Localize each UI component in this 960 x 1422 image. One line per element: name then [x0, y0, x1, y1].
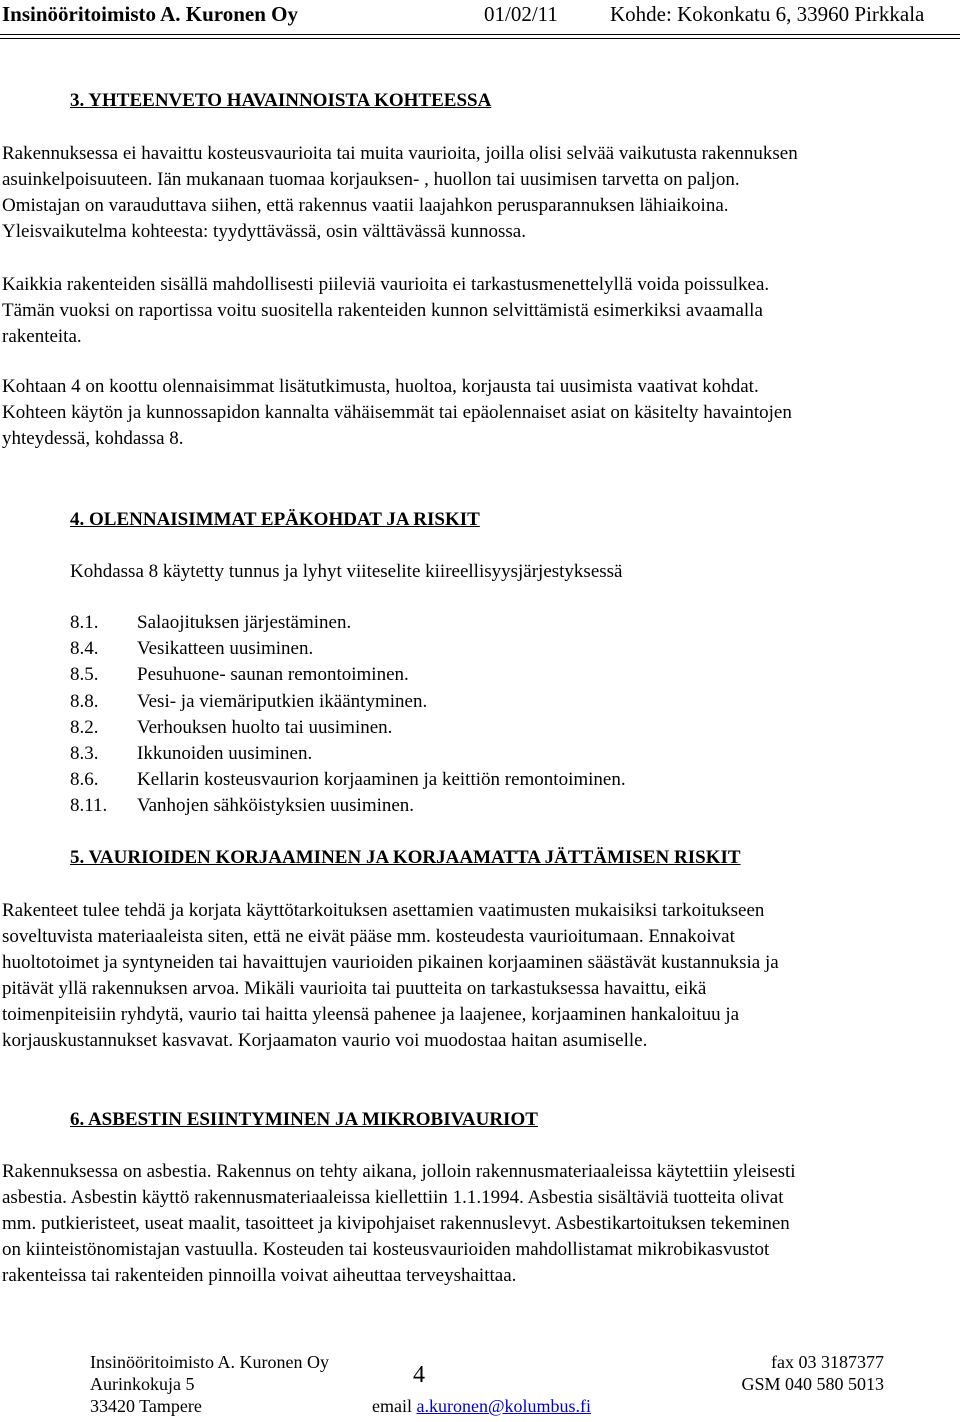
page-header — [0, 0, 960, 28]
header-divider-top — [0, 34, 960, 35]
footer-contact — [741, 1351, 884, 1395]
section-5-heading: 5. VAURIOIDEN KORJAAMINEN JA KORJAAMATTA JÄTTÄMISEN RISKIT — [70, 847, 741, 868]
header-company: Insinööritoimisto A. Kuronen Oy — [2, 2, 298, 26]
footer-street: Aurinkokuja 5 — [90, 1374, 195, 1394]
list-item — [70, 793, 870, 819]
header-target: Kohde: Kokonkatu 6, 33960 Pirkkala — [610, 2, 925, 26]
list-item-text: Salaojituksen järjestäminen. — [137, 612, 352, 633]
text-line: soveltuvista materiaaleista siten, että ne eivät pääse mm. kosteudesta vaurioitumaan. Ennakoivat — [2, 926, 735, 947]
footer-city: 33420 Tampere — [90, 1396, 202, 1416]
list-item-text: Vesikatteen uusiminen. — [137, 638, 314, 660]
list-item-text: Pesuhuone- saunan remontoiminen. — [137, 664, 409, 686]
text-line: Yleisvaikutelma kohteesta: tyydyttävässä, osin välttävässä kunnossa. — [2, 221, 526, 242]
text-line: Kohtaan 4 on koottu olennaisimmat lisätutkimusta, huoltoa, korjausta tai uusimista vaativat kohdat. — [2, 376, 759, 397]
text-line: yhteydessä, kohdassa 8. — [2, 428, 184, 449]
footer-address — [90, 1351, 329, 1417]
list-item — [70, 715, 870, 741]
footer-email-label: email — [372, 1396, 412, 1416]
section-6-heading: 6. ASBESTIN ESIINTYMINEN JA MIKROBIVAURIOT — [70, 1109, 538, 1130]
list-item — [70, 610, 870, 636]
section-4-heading: 4. OLENNAISIMMAT EPÄKOHDAT JA RISKIT — [70, 509, 480, 530]
priority-list — [70, 610, 870, 820]
text-line: on kiinteistönomistajan vastuulla. Kosteuden tai kosteusvaurioiden mahdollistamat mikrobikasvustot — [2, 1239, 770, 1260]
list-item — [70, 662, 870, 688]
text-line: toimenpiteisiin ryhdytä, vaurio tai haitta yleensä pahenee ja laajenee, korjaaminen hankaloituu ja — [2, 1004, 740, 1025]
list-item-number: 8.8. — [70, 690, 99, 712]
list-item-number: 8.5. — [70, 664, 99, 686]
header-divider-bottom — [0, 38, 960, 39]
text-line: Rakennuksessa ei havaittu kosteusvaurioita tai muita vaurioita, joilla olisi selvää vaikutusta rakennuksen — [2, 143, 798, 164]
footer-email — [372, 1395, 591, 1417]
text-line: asuinkelpoisuuteen. Iän mukanaan tuomaa korjauksen- , huollon tai uusimisen tarvetta on paljon. — [2, 169, 740, 190]
list-item — [70, 636, 870, 662]
list-item — [70, 689, 870, 715]
list-item-number: 8.6. — [70, 769, 99, 791]
section-6-paragraph — [2, 1159, 958, 1289]
section-5-paragraph — [2, 898, 958, 1054]
text-line: Omistajan on varauduttava siihen, että rakennus vaatii laajahkon perusparannuksen lähiaikoina. — [2, 195, 729, 216]
list-item-text: Verhouksen huolto tai uusiminen. — [137, 716, 393, 738]
list-item-text: Kellarin kosteusvaurion korjaaminen ja keittiön remontoiminen. — [137, 769, 626, 791]
list-item-text: Vanhojen sähköistyksien uusiminen. — [137, 795, 415, 817]
footer-gsm: GSM 040 580 5013 — [741, 1374, 884, 1394]
list-item — [70, 741, 870, 767]
text-line: asbestia. Asbestin käyttö rakennusmateriaaleissa kiellettiin 1.1.1994. Asbestia sisältäviä tuotteita olivat — [2, 1187, 784, 1208]
text-line: Rakennuksessa on asbestia. Rakennus on tehty aikana, jolloin rakennusmateriaaleissa käytettiin yleisesti — [2, 1161, 796, 1182]
text-line: Kohteen käytön ja kunnossapidon kannalta vähäisemmät tai epäolennaiset asiat on käsitelty havaintojen — [2, 402, 792, 423]
section-3-paragraph-1 — [2, 141, 958, 245]
page-number: 4 — [413, 1362, 425, 1388]
section-3-paragraph-3 — [2, 374, 958, 452]
footer-email-link[interactable]: a.kuronen@kolumbus.fi — [416, 1396, 592, 1416]
section-3-heading: 3. YHTEENVETO HAVAINNOISTA KOHTEESSA — [70, 90, 492, 111]
text-line: huoltotoimet ja syntyneiden tai havaittujen vaurioiden pikainen korjaaminen säästävät kustannuksia ja — [2, 952, 779, 973]
section-4-intro: Kohdassa 8 käytetty tunnus ja lyhyt viiteselite kiireellisyysjärjestyksessä — [70, 561, 623, 582]
list-item-number: 8.3. — [70, 742, 99, 764]
text-line: mm. putkieristeet, useat maalit, tasoitteet ja kivipohjaiset rakennuslevyt. Asbestikartoituksen tekeminen — [2, 1213, 790, 1234]
text-line: korjauskustannukset kasvavat. Korjaamaton vaurio voi muodostaa haitan asumiselle. — [2, 1030, 648, 1051]
text-line: pitävät yllä rakennuksen arvoa. Mikäli vaurioita tai puutteita on tarkastuksessa havaittu, eikä — [2, 978, 707, 999]
text-line: rakenteissa tai rakenteiden pinnoilla voivat aiheuttaa terveyshaittaa. — [2, 1265, 517, 1286]
text-line: Kaikkia rakenteiden sisällä mahdollisesti piileviä vaurioita ei tarkastusmenettelyllä voida poissulkea. — [2, 274, 770, 295]
footer-company: Insinööritoimisto A. Kuronen Oy — [90, 1352, 329, 1372]
section-3-paragraph-2 — [2, 272, 958, 350]
list-item-number: 8.4. — [70, 638, 99, 660]
text-line: Rakenteet tulee tehdä ja korjata käyttötarkoituksen asettamien vaatimusten mukaisiksi tarkoitukseen — [2, 900, 765, 921]
list-item-number: 8.1. — [70, 612, 99, 633]
footer-fax: fax 03 3187377 — [771, 1352, 884, 1372]
list-item — [70, 767, 870, 793]
list-item-text: Vesi- ja viemäriputkien ikääntyminen. — [137, 690, 428, 712]
text-line: rakenteita. — [2, 326, 82, 347]
header-date: 01/02/11 — [484, 2, 558, 26]
list-item-number: 8.2. — [70, 716, 99, 738]
list-item-text: Ikkunoiden uusiminen. — [137, 742, 313, 764]
list-item-number: 8.11. — [70, 795, 108, 817]
text-line: Tämän vuoksi on raportissa voitu suositella rakenteiden kunnon selvittämistä esimerkiksi avaamalla — [2, 300, 763, 321]
